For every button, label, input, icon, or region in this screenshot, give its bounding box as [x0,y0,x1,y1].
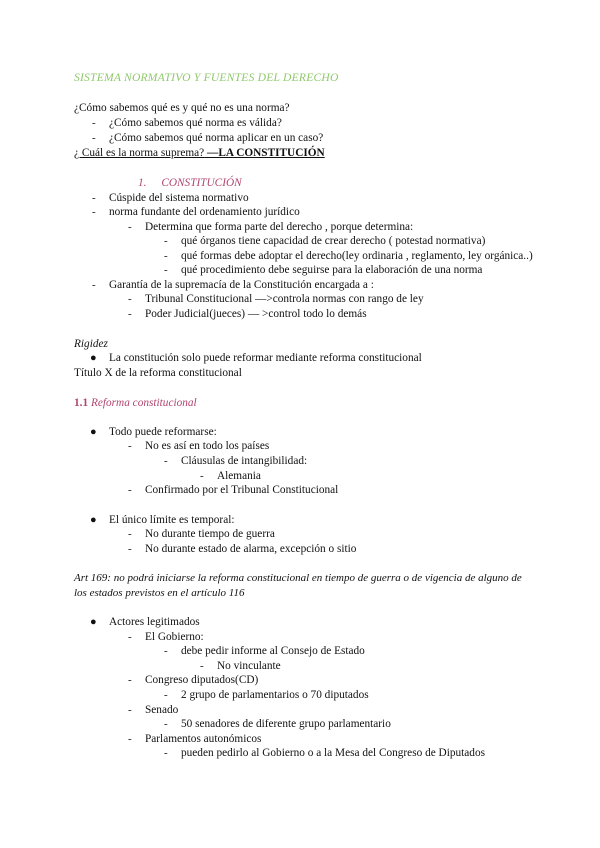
bullet-marker: ● [90,616,97,628]
list-item: Parlamentos autonómicos [145,733,262,745]
dash-marker: - [164,645,168,657]
supreme-answer: —LA CONSTITUCIÓN [207,147,325,159]
section-heading-constitucion [138,176,242,190]
document-title: SISTEMA NORMATIVO Y FUENTES DEL DERECHO [74,71,339,84]
dash-marker: - [128,293,132,305]
list-item: Senado [145,704,179,716]
article-169-line: los estados previstos en el artículo 116 [74,587,245,599]
list-item: Congreso diputados(CD) [145,674,259,686]
dash-marker: - [164,264,168,276]
dash-marker: - [164,235,168,247]
list-item: Cúspide del sistema normativo [109,192,249,204]
list-item: Todo puede reformarse: [109,426,217,438]
dash-marker: - [128,484,132,496]
intro-sub-question: ¿Cómo sabemos qué norma es válida? [109,117,282,129]
bullet-marker: ● [90,426,97,438]
list-item: qué formas debe adoptar el derecho(ley ordinaria , reglamento, ley orgánica..) [181,250,533,262]
dash-marker: - [128,704,132,716]
dash-marker: - [200,470,204,482]
list-item: pueden pedirlo al Gobierno o a la Mesa del Congreso de Diputados [181,747,485,759]
list-item: qué órganos tiene capacidad de crear derecho ( potestad normativa) [181,235,486,247]
dash-marker: - [92,132,96,144]
dash-marker: - [92,279,96,291]
list-item: qué procedimiento debe seguirse para la elaboración de una norma [181,264,483,276]
bullet-marker: ● [90,514,97,526]
rigidez-note: Título X de la reforma constitucional [74,367,242,379]
list-item: No durante estado de alarma, excepción o sitio [145,543,357,555]
list-item: Alemania [217,470,261,482]
list-item: Poder Judicial(jueces) — >control todo lo demás [145,308,367,320]
list-item: Actores legitimados [109,616,200,628]
list-item: 50 senadores de diferente grupo parlamentario [181,718,391,730]
dash-marker: - [164,718,168,730]
list-item: La constitución solo puede reformar mediante reforma constitucional [109,352,422,364]
dash-marker: - [164,250,168,262]
list-item: Tribunal Constitucional —>controla normas con rango de ley [145,293,424,305]
list-item: No vinculante [217,660,281,672]
bullet-marker: ● [90,352,97,364]
supreme-question: ¿ Cuál es la norma suprema? [74,147,205,159]
list-item: norma fundante del ordenamiento jurídico [109,206,300,218]
section-heading-reforma [74,396,197,410]
dash-marker: - [164,689,168,701]
dash-marker: - [164,747,168,759]
dash-marker: - [92,206,96,218]
list-item: El Gobierno: [145,631,204,643]
section-title: CONSTITUCIÓN [161,177,242,189]
list-item: Determina que forma parte del derecho , porque determina: [145,221,414,233]
list-item: 2 grupo de parlamentarios o 70 diputados [181,689,369,701]
list-item: Garantía de la supremacía de la Constitución encargada a : [109,279,374,291]
supreme-norm-line [74,146,325,160]
list-item: No durante tiempo de guerra [145,528,275,540]
rigidez-heading: Rigidez [74,338,108,350]
list-item: debe pedir informe al Consejo de Estado [181,645,365,657]
section-title: Reforma constitucional [90,397,197,409]
section-number: 1. [138,177,147,189]
intro-sub-question: ¿Cómo sabemos qué norma aplicar en un caso? [109,132,324,144]
dash-marker: - [128,528,132,540]
article-169-line: Art 169: no podrá iniciarse la reforma constitucional en tiempo de guerra o de vigencia de alguno de [74,572,522,584]
dash-marker: - [128,733,132,745]
dash-marker: - [200,660,204,672]
list-item: Cláusulas de intangibilidad: [181,455,308,467]
list-item: No es así en todo los países [145,440,270,452]
dash-marker: - [128,543,132,555]
dash-marker: - [92,117,96,129]
list-item: Confirmado por el Tribunal Constitucional [145,484,339,496]
dash-marker: - [128,440,132,452]
dash-marker: - [128,308,132,320]
dash-marker: - [128,221,132,233]
list-item: El único límite es temporal: [109,514,235,526]
section-number: 1.1 [74,397,89,409]
dash-marker: - [128,631,132,643]
dash-marker: - [128,674,132,686]
dash-marker: - [164,455,168,467]
intro-question: ¿Cómo sabemos qué es y qué no es una norma? [74,102,290,114]
dash-marker: - [92,192,96,204]
